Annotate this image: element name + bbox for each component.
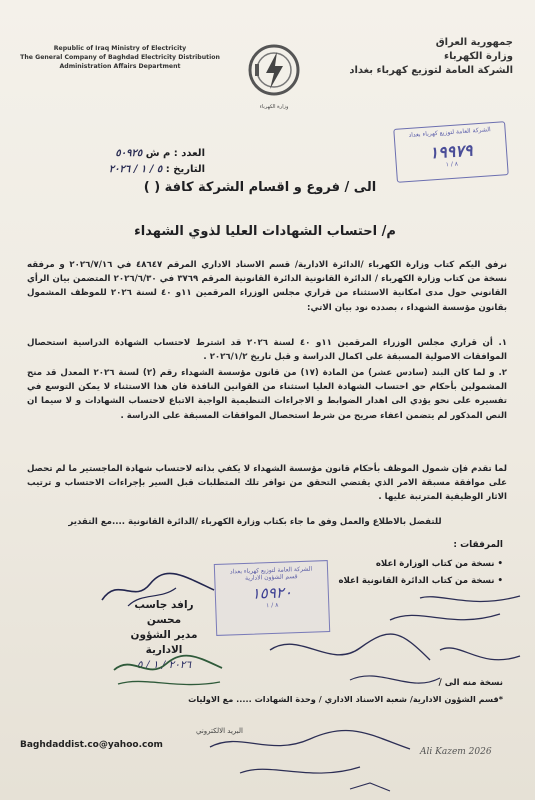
number-value: ٥٠٩٢٥ [115, 148, 143, 159]
attachments-title: المرفقات : [453, 540, 503, 550]
department-stamp-line-2: قسم الشؤون الادارية [244, 573, 298, 582]
received-stamp [393, 121, 508, 183]
ar-header-line-1: جمهورية العراق [435, 37, 513, 48]
letter-number [25, 146, 205, 162]
recipient-line: الى / فروع و اقسام الشركة كافة ( ) [143, 180, 377, 195]
received-stamp-date: ٨ / ١ [445, 160, 459, 169]
letter-meta [25, 146, 205, 178]
letter-date [25, 162, 205, 178]
received-stamp-number: ١٩٩٧٩ [428, 140, 474, 163]
date-label: التاريخ : [165, 164, 205, 175]
en-header-line-3: Administration Affairs Department [59, 63, 181, 70]
photo-watermark: Ali Kazem 2026 [420, 747, 492, 757]
department-stamp-date: ٨ / ١ [265, 601, 279, 610]
en-header-line-1: Republic of Iraq Ministry of Electricity [53, 45, 187, 52]
date-value: ٥ / ١ / ٢٠٢٦ [108, 164, 163, 175]
ar-header-line-2: وزارة الكهرباء [444, 51, 513, 62]
ministry-logo-icon [246, 42, 302, 102]
green-handwritten-signature-icon [108, 650, 228, 695]
ar-header-line-3: الشركة العامة لتوزيع كهرباء بغداد [349, 65, 513, 76]
handwritten-annotations-icon [240, 590, 530, 710]
signatory-date: ٢٠٢٦ / ١ / ٥ [136, 659, 192, 671]
department-stamp-line-1: الشركة العامة لتوزيع كهرباء بغداد [229, 565, 313, 576]
signatory-title: مدير الشؤون الادارية [130, 629, 198, 656]
arabic-letterhead [333, 36, 513, 78]
received-stamp-title: الشركة العامة لتوزيع كهرباء بغداد [408, 126, 491, 139]
company-email: Baghdaddist.co@yahoo.com [20, 740, 163, 750]
logo-caption: وزارة الكهرباء [259, 104, 289, 110]
english-letterhead [20, 44, 220, 71]
copies-list: *قسم الشؤون الادارية/ شعبة الاسناد الاداري / وحدة الشهادات ..... مع الاوليات [188, 694, 503, 704]
paragraph-intro: نرفق اليكم كتاب وزارة الكهرباء /الدائرة الادارية/ قسم الاسناد الاداري المرقم ٤٨٦٤٧ في ٢٠٢٦/٧/١٦ و مرفقه نسخة من كتاب وزارة الكهرباء / الدائرة القانونية الدائرة القانونية المرقم ٣٧٦٩ في ٢٠٢٦/٦/٣٠ المتضمن بيان الرأي القانوني حول مدى امكانية الاستثناء من قراري مجلس الوزراء المرقمين ١١و ٤٠ لسنة ٢٠٢٦ للموظف المشمول بقانون مؤسسة الشهداء ، بصدده نود بيان الاتي: [27, 260, 507, 313]
paragraph-conclusion: لما تقدم فإن شمول الموظف بأحكام قانون مؤسسة الشهداء لا يكفي بذاته لاحتساب شهادة الماجستير ما لم تحصل على موافقة مسبقة الامر الذي يقتضي التحقق من توافر تلك المتطلبات قبل السير بإجراءات الاحتساب و ترتيب الاثار الوظيفية المترتبة عليها . [27, 464, 507, 503]
paragraph-closing: للتفضل بالاطلاع والعمل وفق ما جاء بكتاب وزارة الكهرباء /الدائرة القانونية ....مع التقدير [68, 517, 442, 527]
paragraph-point-2: ٢. و لما كان البند (سادس عشر) من المادة (١٧) من قانون مؤسسة الشهداء رقم (٢) لسنة ٢٠٢٦ المعدل قد منح المشمولين بأحكام حق احتساب الشهادة العليا استثناء من القوانين النافذة فان هذا الاستثناء لا يمكن التوسع في تفسيره على نحو يؤدي الى اهدار الضوابط و الاجراءات التنظيمية الواجبة الاتباع لاحتساب الشهادات و لا سيما ان النص المذكور لم يتضمن اعفاء صريح من شرط استحصال الموافقات المسبقة على الدراسة . [27, 368, 508, 421]
attachment-item: • نسخة من كتاب الوزارة اعلاه [203, 556, 503, 573]
email-label: البريد الالكتروني [196, 727, 243, 735]
attachment-item: • نسخة من كتاب الدائرة القانونية اعلاه [203, 573, 503, 590]
paragraph-point-1: ١. أن قراري مجلس الوزراء المرقمين ١١و ٤٠ لسنة ٢٠٢٦ قد اشترط لاحتساب الشهادة الدراسية استحصال الموافقات الاصولية المسبقة على اكمال الدراسة و قبل تاريخ ٢٠٢٦/١/٢ . [27, 338, 507, 363]
copies-title: نسخة منه الى / [438, 678, 503, 688]
en-header-line-2: The General Company of Baghdad Electricity Distribution [20, 54, 220, 61]
signatory-name: رافد جاسب محسن [134, 599, 194, 626]
bottom-handwriting-icon [200, 727, 420, 797]
subject-line: م/ احتساب الشهادات العليا لذوي الشهداء [134, 224, 396, 239]
department-stamp-number: ١٥٩٢٠ [251, 583, 293, 603]
number-label: العدد : م ش [145, 148, 205, 159]
